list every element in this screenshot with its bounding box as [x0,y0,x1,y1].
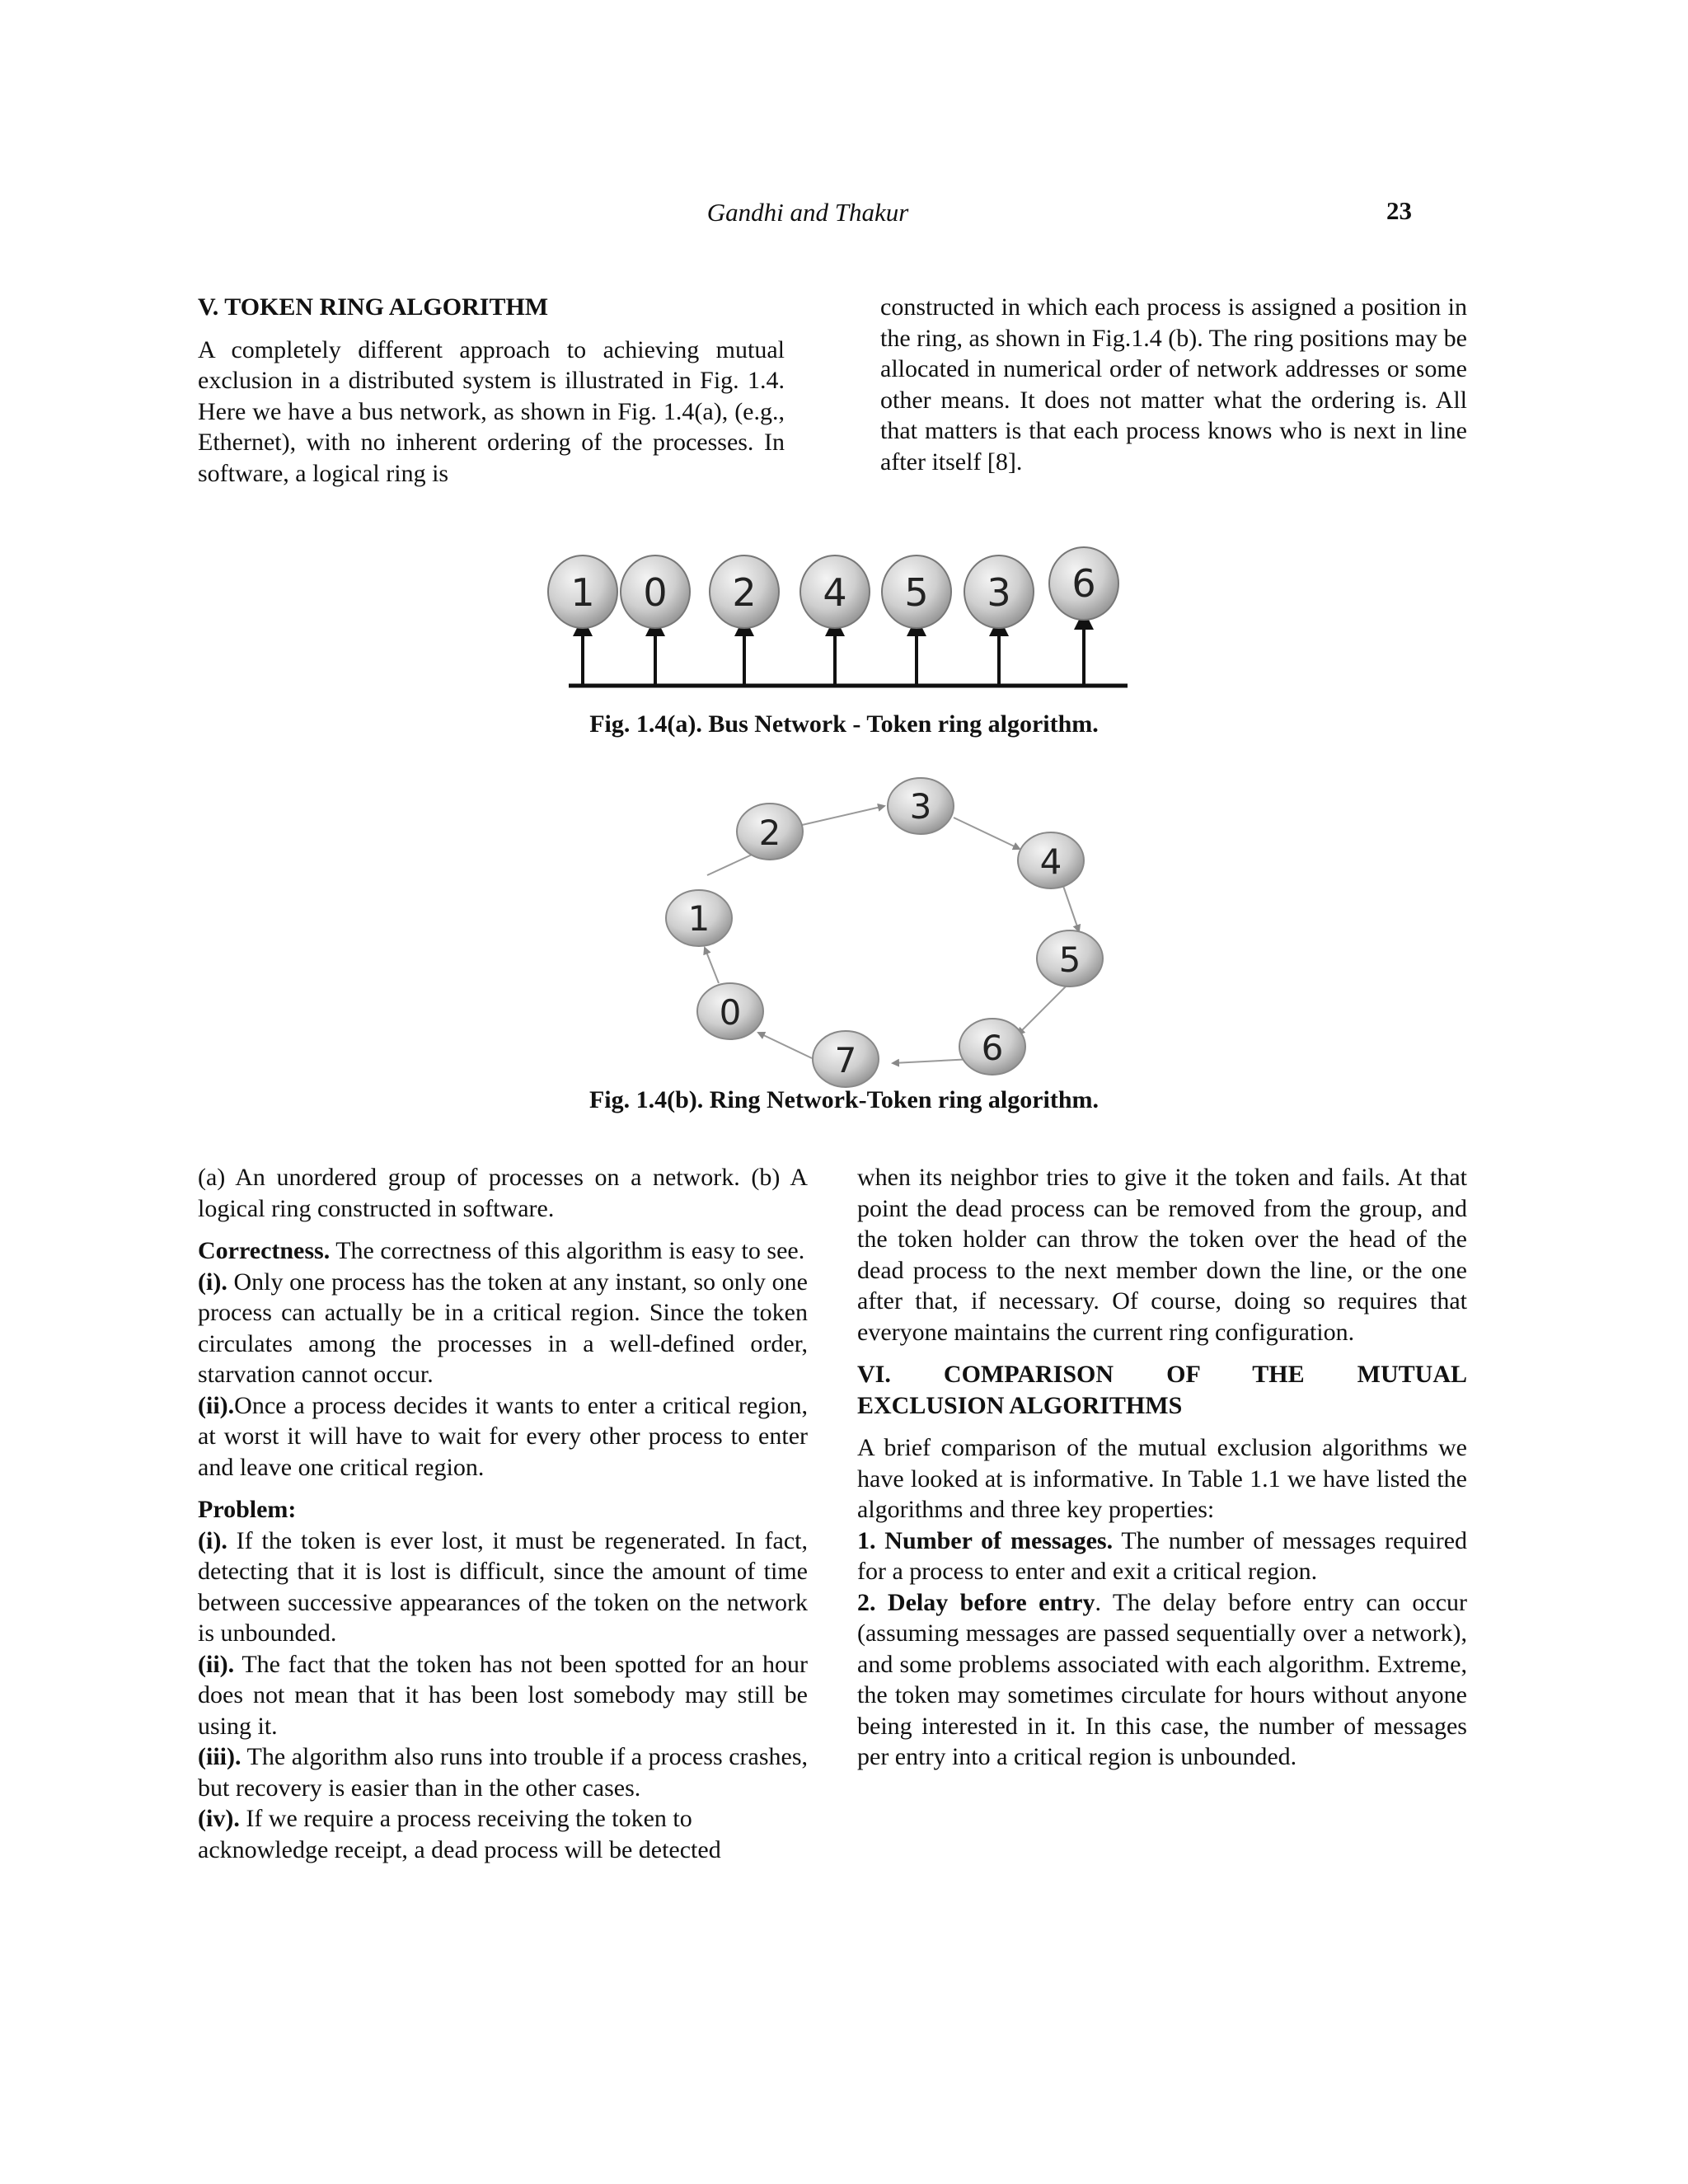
property-text: The number of messages required for a process to enter and exit a critical region. [857,1526,1468,1585]
section5-heading: V. TOKEN RING ALGORITHM [198,293,549,321]
item-label: (i). [198,1268,227,1296]
item-label: (ii). [198,1391,235,1419]
comparison-intro: A brief comparison of the mutual exclusion algorithms we have looked at is informative. In Table 1.1 we have listed the algorithms and three key properties: [857,1434,1467,1523]
bus-node [710,555,779,686]
item-text: Once a process decides it wants to enter a critical region, at worst it will have to wait for every other process to enter and leave one critical region. [198,1391,808,1481]
bus-node-label: 4 [823,570,847,615]
bus-node-label: 1 [570,570,595,615]
bus-node [882,555,951,686]
bus-node [964,555,1034,686]
section5-intro-continued: constructed in which each process is assigned a position in the ring, as shown in Fig.1.4 (b). The ring positions may be allocated in numerical order of network addresses or some other means. It does not matter what the ordering is. All that matters is that each process knows who is next in line after itself [8]. [880,293,1467,476]
property-text: . The delay before entry can occur (assuming messages are passed sequentially over a network), and some problems associated with each algorithm. Extreme, the token may sometimes circulate for hours without anyone being interested in it. In this case, the number of messages per entry into a critical region is unbounded. [857,1588,1468,1770]
ring-node-label: 1 [687,898,710,939]
ring-node [666,890,732,946]
ring-node [959,1019,1025,1075]
figure-a-caption: Fig. 1.4(a). Bus Network - Token ring algorithm. [589,710,1099,738]
bus-node-label: 3 [987,570,1011,615]
property-label: 1. Number of messages. [857,1526,1114,1554]
ring-node-label: 5 [1058,940,1081,980]
item-label: (ii). [198,1650,235,1678]
bus-node [621,555,690,686]
item-text: If we require a process receiving the token to acknowledge receipt, a dead process will be detected [198,1805,721,1863]
property-number-of-messages [857,1526,1467,1587]
correctness-item-ii [198,1390,808,1483]
figure-description: (a) An unordered group of processes on a network. (b) A logical ring constructed in software. [198,1164,808,1222]
item-text: Only one process has the token at any instant, so only one process can actually be in a critical region. Since the token circulates among the processes in a well-defined order, starvation cannot occur. [198,1268,808,1388]
ring-node [888,778,954,834]
correctness-text: The correctness of this algorithm is easy to see. [330,1237,805,1264]
running-header-authors: Gandhi and Thakur [706,198,909,227]
bus-node [548,555,617,686]
problem-item-iv [198,1803,808,1865]
bus-node-label: 2 [732,570,757,615]
figure-b-caption: Fig. 1.4(b). Ring Network-Token ring algorithm. [588,1086,1100,1113]
item-text: If the token is ever lost, it must be regenerated. In fact, detecting that it is lost is difficult, since the amount of time between successive appearances of the token on the network is unbounded. [198,1526,808,1647]
section6-heading-line2: EXCLUSION ALGORITHMS [857,1391,1183,1419]
ring-node [1018,832,1084,888]
item-text: The fact that the token has not been spotted for an hour does not mean that it has been lost somebody may still be using it. [198,1650,808,1740]
property-label: 2. Delay before entry [857,1588,1095,1616]
problem-item-ii [198,1649,808,1742]
ring-node-label: 0 [719,992,742,1033]
ring-node-label: 2 [758,813,781,853]
problem-label: Problem: [198,1496,297,1523]
item-label: (i). [198,1526,227,1554]
bus-node-label: 6 [1071,561,1096,606]
dead-process-paragraph: when its neighbor tries to give it the token and fails. At that point the dead process can be removed from the group, and the token holder can throw the token over the head of the dead process to the next member down the line, or the one after that, if necessary. Of course, doing so requires that everyone maintains the current ring configuration. [857,1164,1467,1346]
ring-node-label: 6 [981,1028,1004,1068]
bus-node [1049,547,1118,686]
ring-node-label: 4 [1039,841,1062,882]
item-label: (iv). [198,1805,240,1832]
section5-intro: A completely different approach to achieving mutual exclusion in a distributed system is illustrated in Fig. 1.4. Here we have a bus network, as shown in Fig. 1.4(a), (e.g., Ethernet), with no inherent ordering of the processes. In software, a logical ring is [198,335,785,487]
body-left-column [198,1162,808,1865]
bus-node-label: 5 [904,570,929,615]
item-label: (iii). [198,1743,241,1770]
property-delay-before-entry [857,1587,1467,1773]
correctness-item-i [198,1267,808,1390]
correctness-label: Correctness. [198,1237,331,1264]
section6-heading-line1: VI. COMPARISON OF THE MUTUAL [857,1361,1467,1388]
ring-node-label: 3 [909,786,932,827]
ring-node [697,983,763,1039]
problem-item-i [198,1526,808,1649]
ring-node [737,804,803,860]
ring-node [1037,930,1103,987]
bus-node-label: 0 [643,570,668,615]
item-text: The algorithm also runs into trouble if a process crashes, but recovery is easier than in the other cases. [198,1743,808,1802]
ring-node [813,1031,879,1087]
problem-heading [198,1494,808,1526]
correctness-paragraph [198,1235,808,1267]
problem-item-iii [198,1741,808,1803]
figure-ring-network [666,778,1103,1087]
ring-node-label: 7 [834,1040,857,1080]
body-right-column [857,1162,1467,1773]
page-number: 23 [1386,196,1412,225]
bus-node [800,555,870,686]
